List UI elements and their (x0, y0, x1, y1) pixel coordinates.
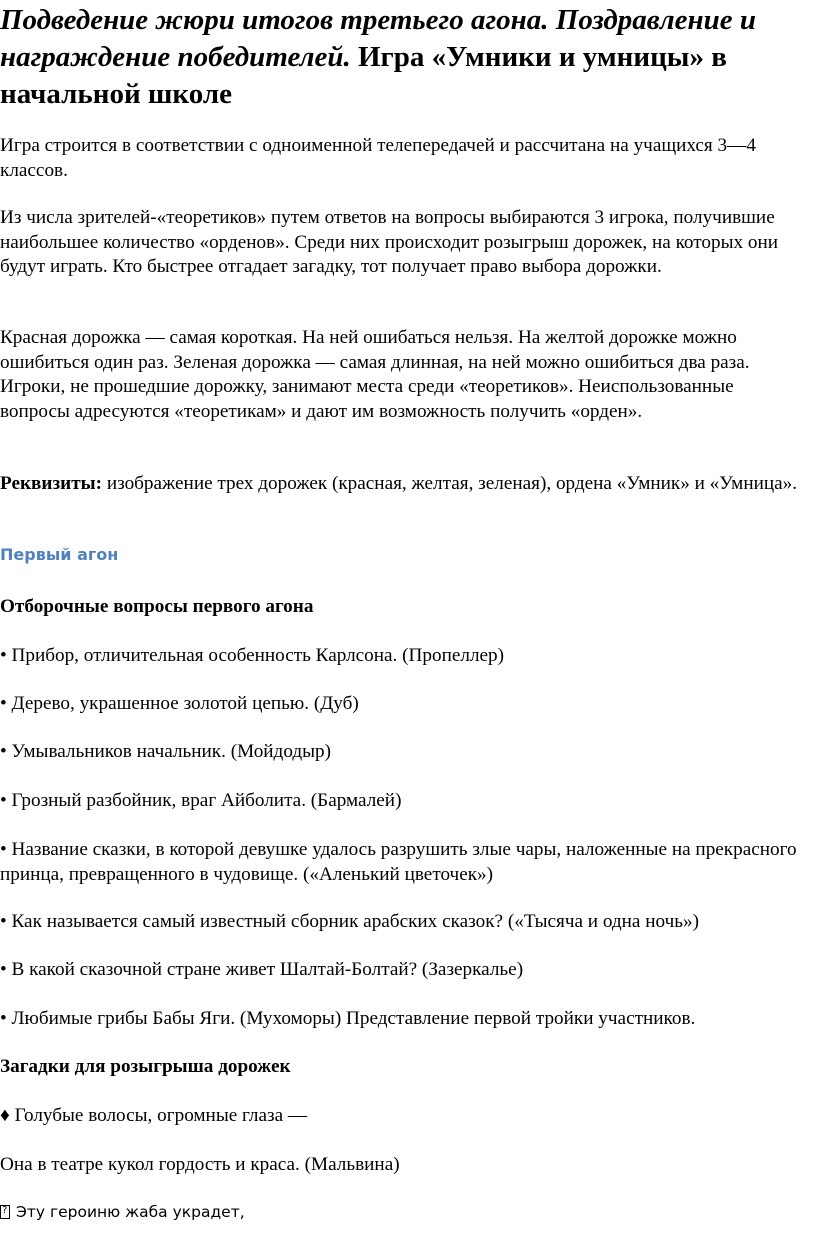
section-heading-first-agon: Первый агон (0, 545, 119, 564)
riddles-heading: Загадки для розыгрыша дорожек (0, 1056, 291, 1077)
qualifying-item: • В какой сказочной стране живет Шалтай-Болтай? (Зазеркалье) (0, 959, 524, 980)
page-title (0, 2, 812, 113)
riddle-line-partial (0, 1201, 245, 1223)
qualifying-heading: Отборочные вопросы первого агона (0, 596, 314, 617)
intro-paragraph: Игра строится в соответствии с одноименной телепередачей и рассчитана на учащихся 3—4 классов. (0, 135, 756, 181)
missing-glyph-icon (0, 1205, 10, 1219)
qualifying-item: • Название сказки, в которой девушке удалось разрушить злые чары, наложенные на прекрасного принца, превращенного в чудовище. («Аленький цветочек») (0, 839, 797, 885)
riddle-line: ♦ Голубые волосы, огромные глаза — (0, 1105, 308, 1126)
props-text: изображение трех дорожек (красная, желтая, зеленая), ордена «Умник» и «Умница». (102, 473, 798, 494)
qualifying-item: • Любимые грибы Бабы Яги. (Мухоморы) Представление первой тройки участников. (0, 1008, 696, 1029)
props-label: Реквизиты: (0, 473, 103, 494)
tracks-paragraph: Красная дорожка — самая короткая. На ней ошибаться нельзя. На желтой дорожке можно ошибиться один раз. Зеленая дорожка — самая длинная, на ней можно ошибиться два раза. Игроки, не прошедшие дорожку, занимают места среди «теоретиков». Неиспользованные вопросы адресуются «теоретикам» и дают им возможность получить «орден». (0, 327, 750, 422)
qualifying-item: • Грозный разбойник, враг Айболита. (Бармалей) (0, 790, 402, 811)
riddle-line-text: Эту героиню жаба украдет, (16, 1203, 245, 1221)
qualifying-item: • Прибор, отличительная особенность Карлсона. (Пропеллер) (0, 645, 505, 666)
qualifying-item: • Умывальников начальник. (Мойдодыр) (0, 741, 332, 762)
riddle-line: Она в театре кукол гордость и краса. (Мальвина) (0, 1154, 400, 1175)
qualifying-item: • Дерево, украшенное золотой цепью. (Дуб) (0, 693, 359, 714)
selection-paragraph: Из числа зрителей-«теоретиков» путем ответов на вопросы выбираются 3 игрока, получившие наибольшее количество «орденов». Среди них происходит розыгрыш дорожек, на которых они будут играть. Кто быстрее отгадает загадку, тот получает право выбора дорожки. (0, 207, 778, 277)
props-paragraph (0, 472, 806, 497)
title-normal-part: Игра «Умники и умницы» в начальной школе (0, 41, 727, 110)
title-italic-part: Подведение жюри итогов третьего агона. Поздравление и награждение победителей. (0, 4, 756, 73)
qualifying-item: • Как называется самый известный сборник арабских сказок? («Тысяча и одна ночь») (0, 911, 699, 932)
